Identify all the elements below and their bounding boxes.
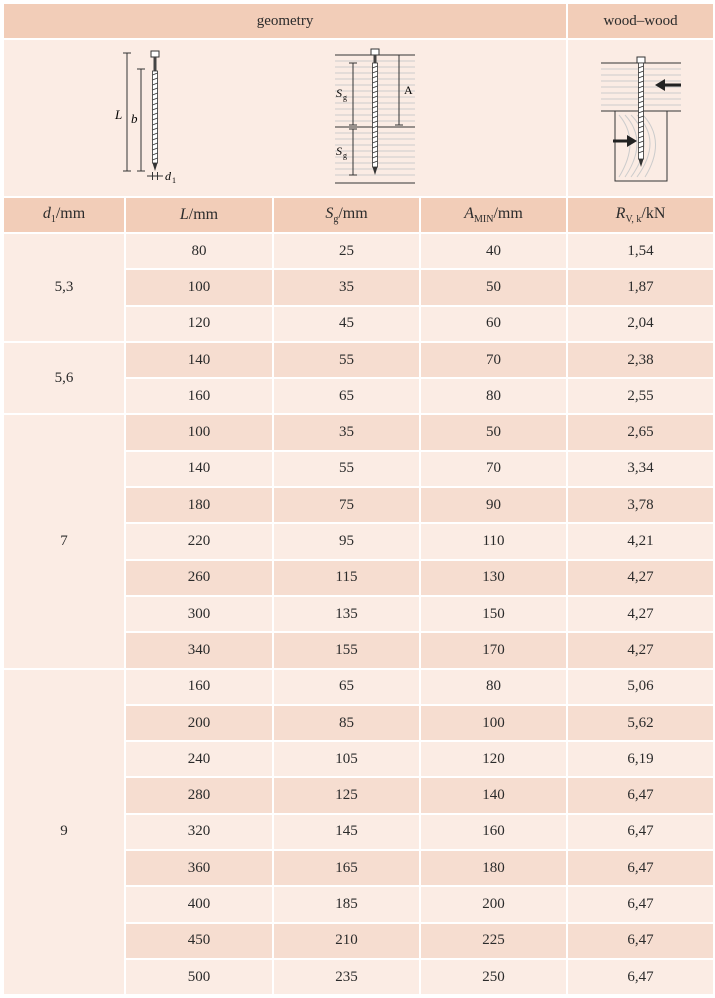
table-body <box>3 233 714 995</box>
cell-l: 100 <box>125 269 273 305</box>
cell-rvk: 6,47 <box>567 886 714 922</box>
cell-l: 500 <box>125 959 273 995</box>
cell-l: 260 <box>125 560 273 596</box>
cell-amin: 170 <box>420 632 567 668</box>
label-L: L <box>115 106 123 122</box>
d1-group-cell: 7 <box>3 414 125 668</box>
cell-sg: 55 <box>273 451 420 487</box>
cell-amin: 160 <box>420 814 567 850</box>
cell-amin: 250 <box>420 959 567 995</box>
cell-rvk: 6,47 <box>567 923 714 959</box>
cell-rvk: 1,54 <box>567 233 714 269</box>
cell-l: 300 <box>125 596 273 632</box>
cell-l: 140 <box>125 451 273 487</box>
cell-rvk: 6,47 <box>567 959 714 995</box>
cell-l: 100 <box>125 414 273 450</box>
d1-group-cell: 5,6 <box>3 342 125 415</box>
cell-l: 240 <box>125 741 273 777</box>
cell-rvk: 3,34 <box>567 451 714 487</box>
cell-l: 450 <box>125 923 273 959</box>
cell-sg: 75 <box>273 487 420 523</box>
label-sg-bottom: S <box>336 143 343 158</box>
wood-wood-diagram <box>571 41 711 191</box>
cell-amin: 90 <box>420 487 567 523</box>
cell-rvk: 2,04 <box>567 306 714 342</box>
cell-rvk: 6,47 <box>567 850 714 886</box>
cell-amin: 70 <box>420 342 567 378</box>
cell-sg: 85 <box>273 705 420 741</box>
cell-sg: 35 <box>273 414 420 450</box>
label-sg-top: S <box>336 85 343 100</box>
col-header-sg: $S_g/mm$ <box>273 197 420 233</box>
cell-rvk: 3,78 <box>567 487 714 523</box>
cell-sg: 35 <box>273 269 420 305</box>
table-row <box>3 233 714 269</box>
cell-rvk: 1,87 <box>567 269 714 305</box>
cell-l: 200 <box>125 705 273 741</box>
cell-amin: 80 <box>420 669 567 705</box>
cell-rvk: 4,27 <box>567 632 714 668</box>
cell-l: 180 <box>125 487 273 523</box>
screw-geometry-diagram <box>5 41 565 191</box>
label-b: b <box>131 110 138 126</box>
label-d1-sub: 1 <box>172 175 177 185</box>
cell-l: 120 <box>125 306 273 342</box>
cell-sg: 65 <box>273 378 420 414</box>
cell-l: 340 <box>125 632 273 668</box>
col-header-L: L/mm <box>125 197 273 233</box>
cell-sg: 125 <box>273 777 420 813</box>
cell-l: 360 <box>125 850 273 886</box>
cell-sg: 65 <box>273 669 420 705</box>
wood-wood-header: wood–wood <box>567 3 714 39</box>
cell-amin: 140 <box>420 777 567 813</box>
cell-sg: 115 <box>273 560 420 596</box>
cell-rvk: 6,47 <box>567 777 714 813</box>
cell-amin: 60 <box>420 306 567 342</box>
label-d1: d <box>165 168 172 183</box>
d1-group-cell: 5,3 <box>3 233 125 342</box>
cell-amin: 40 <box>420 233 567 269</box>
cell-amin: 110 <box>420 523 567 559</box>
cell-sg: 45 <box>273 306 420 342</box>
cell-amin: 80 <box>420 378 567 414</box>
cell-rvk: 2,55 <box>567 378 714 414</box>
cell-l: 400 <box>125 886 273 922</box>
screw-in-two-layers-diagram <box>335 49 415 183</box>
geometry-diagrams <box>3 39 567 197</box>
cell-sg: 165 <box>273 850 420 886</box>
cell-amin: 200 <box>420 886 567 922</box>
label-sg-top-sub: g <box>343 92 348 102</box>
cell-sg: 105 <box>273 741 420 777</box>
table-row <box>3 414 714 450</box>
cell-l: 160 <box>125 378 273 414</box>
wood-wood-diagram-cell <box>567 39 714 197</box>
label-A: A <box>404 82 413 97</box>
label-sg-bottom-sub: g <box>343 150 348 160</box>
cell-l: 320 <box>125 814 273 850</box>
d1-group-cell: 9 <box>3 669 125 996</box>
cell-l: 280 <box>125 777 273 813</box>
cell-rvk: 5,62 <box>567 705 714 741</box>
force-arrow-right-icon <box>613 135 637 147</box>
geometry-header: geometry <box>3 3 567 39</box>
table-row <box>3 342 714 378</box>
cell-rvk: 4,27 <box>567 560 714 596</box>
cell-rvk: 4,27 <box>567 596 714 632</box>
cell-rvk: 2,38 <box>567 342 714 378</box>
cell-sg: 95 <box>273 523 420 559</box>
cell-amin: 180 <box>420 850 567 886</box>
cell-amin: 50 <box>420 269 567 305</box>
cell-amin: 150 <box>420 596 567 632</box>
cell-rvk: 6,19 <box>567 741 714 777</box>
cell-sg: 235 <box>273 959 420 995</box>
cell-rvk: 5,06 <box>567 669 714 705</box>
cell-rvk: 4,21 <box>567 523 714 559</box>
cell-l: 140 <box>125 342 273 378</box>
cell-rvk: 6,47 <box>567 814 714 850</box>
screw-data-table <box>2 2 715 996</box>
cell-sg: 155 <box>273 632 420 668</box>
screw-length-diagram <box>114 51 176 185</box>
cell-amin: 225 <box>420 923 567 959</box>
cell-sg: 55 <box>273 342 420 378</box>
cell-sg: 25 <box>273 233 420 269</box>
col-header-d1: $d_1/mm$ <box>3 197 125 233</box>
cell-sg: 135 <box>273 596 420 632</box>
col-header-rvk: $R_{V, k}/kN$ <box>567 197 714 233</box>
cell-l: 160 <box>125 669 273 705</box>
cell-amin: 100 <box>420 705 567 741</box>
cell-l: 80 <box>125 233 273 269</box>
cell-sg: 185 <box>273 886 420 922</box>
cell-amin: 50 <box>420 414 567 450</box>
cell-amin: 130 <box>420 560 567 596</box>
cell-l: 220 <box>125 523 273 559</box>
cell-sg: 210 <box>273 923 420 959</box>
cell-amin: 70 <box>420 451 567 487</box>
cell-sg: 145 <box>273 814 420 850</box>
cell-rvk: 2,65 <box>567 414 714 450</box>
col-header-amin: $A_{MIN}/mm$ <box>420 197 567 233</box>
cell-amin: 120 <box>420 741 567 777</box>
table-row <box>3 669 714 705</box>
